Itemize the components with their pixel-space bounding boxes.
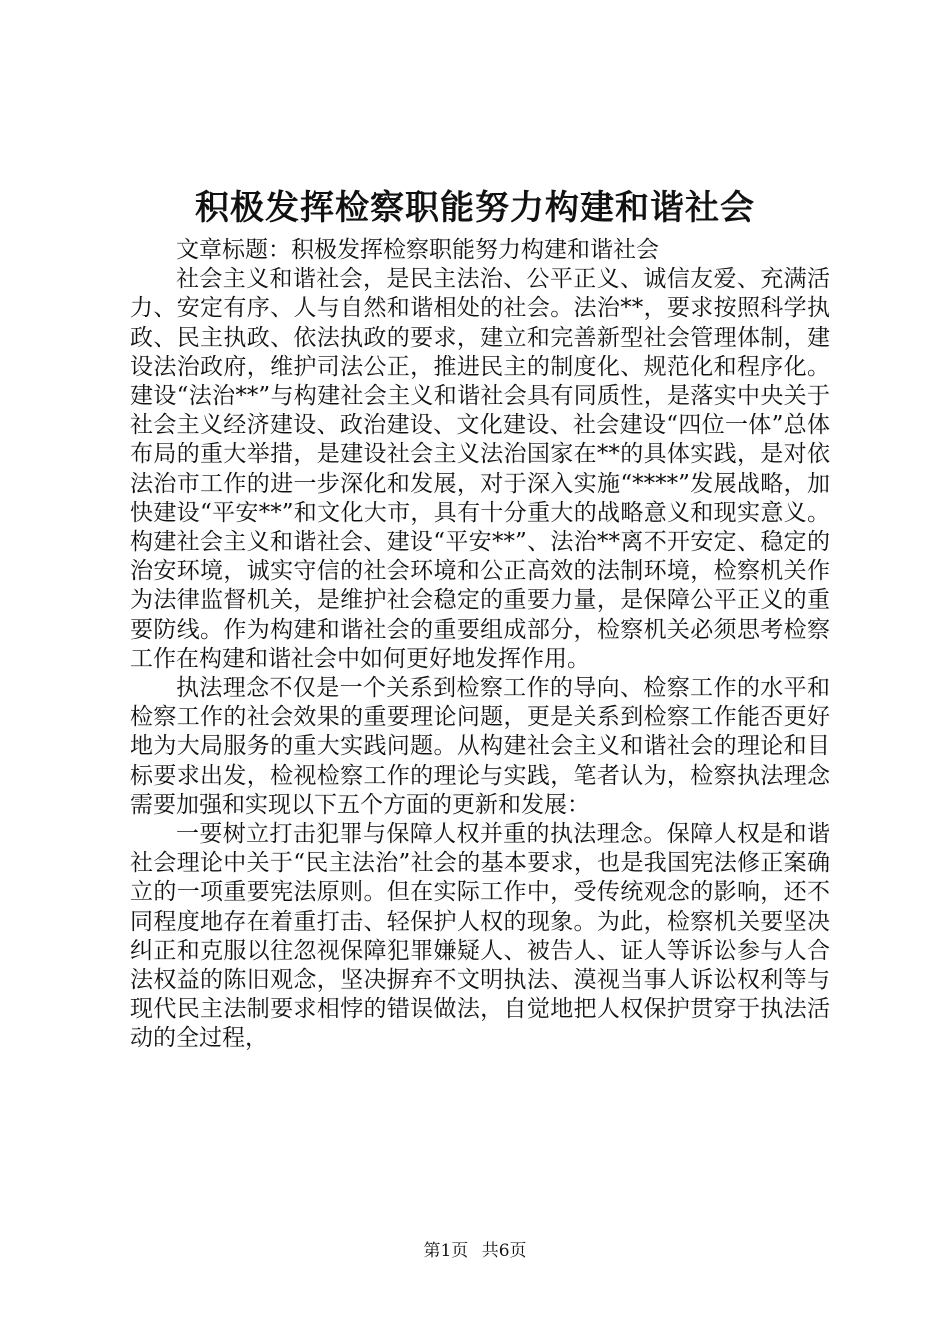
paragraph-3: 一要树立打击犯罪与保障人权并重的执法理念。保障人权是和谐社会理论中关于“民主法治”社会的基本要求，也是我国宪法修正案确立的一项重要宪法原则。但在实际工作中，受传统观念的影响，还不同程度地存在着重打击、轻保护人权的现象。为此，检察机关要坚决纠正和克服以往忽视保障犯罪嫌疑人、被告人、证人等诉讼参与人合法权益的陈旧观念，坚决摒弃不文明执法、漠视当事人诉讼权利等与现代民主法制要求相悖的错误做法，自觉地把人权保护贯穿于执法活动的全过程， [130,821,830,1052]
page-footer [0,1240,950,1262]
document-title: 积极发挥检察职能努力构建和谐社会 [195,188,755,228]
page-total: 共6页 [481,1241,527,1261]
paragraph-1: 社会主义和谐社会，是民主法治、公平正义、诚信友爱、充满活力、安定有序、人与自然和谐相处的社会。法治**，要求按照科学执政、民主执政、依法执政的要求，建立和完善新型社会管理体制，建设法治政府，维护司法公正，推进民主的制度化、规范化和程序化。建设“法治**”与构建社会主义和谐社会具有同质性，是落实中央关于社会主义经济建设、政治建设、文化建设、社会建设“四位一体”总体布局的重大举措，是建设社会主义法治国家在**的具体实践，是对依法治市工作的进一步深化和发展，对于深入实施“****”发展战略，加快建设“平安**”和文化大市，具有十分重大的战略意义和现实意义。构建社会主义和谐社会、建设“平安**”、法治**离不开安定、稳定的治安环境，诚实守信的社会环境和公正高效的法制环境，检察机关作为法律监督机关，是维护社会稳定的重要力量，是保障公平正义的重要防线。作为构建和谐社会的重要组成部分，检察机关必须思考检察工作在构建和谐社会中如何更好地发挥作用。 [130,266,830,672]
page-number: 第1页 [423,1241,469,1261]
paragraph-2: 执法理念不仅是一个关系到检察工作的导向、检察工作的水平和检察工作的社会效果的重要理论问题，更是关系到检察工作能否更好地为大局服务的重大实践问题。从构建社会主义和谐社会的理论和目标要求出发，检视检察工作的理论与实践，笔者认为，检察执法理念需要加强和实现以下五个方面的更新和发展： [130,675,830,818]
paragraph-article-title: 文章标题：积极发挥检察职能努力构建和谐社会 [176,237,659,263]
document-body [130,236,830,1054]
